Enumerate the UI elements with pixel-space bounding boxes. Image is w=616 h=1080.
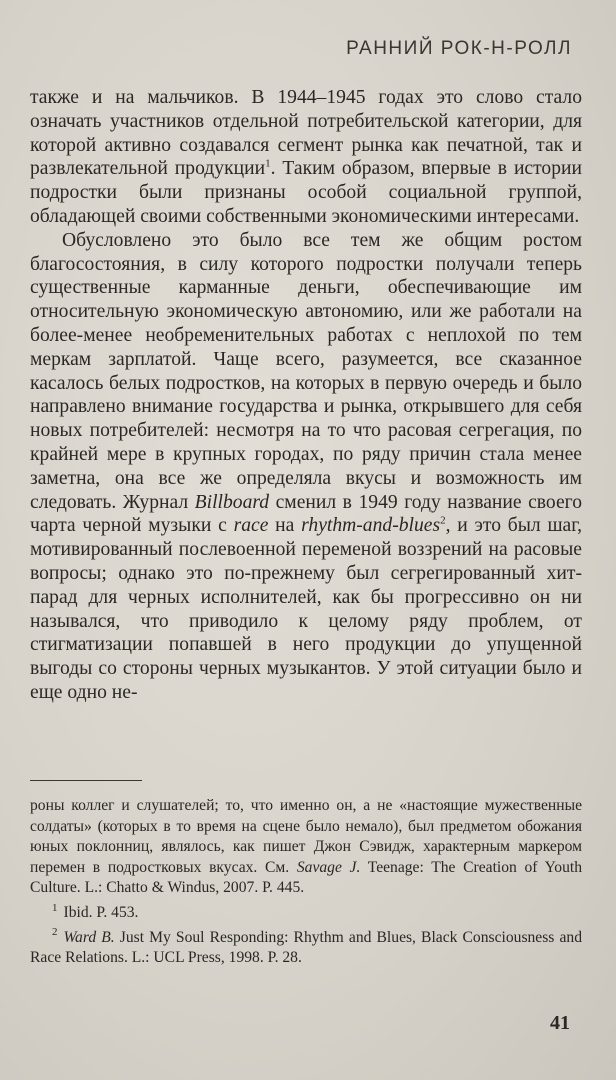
paragraph-2-text-d: , и это был шаг, мотивированный послевоенной переменой воззрений на расовые вопросы; однако это по-прежнему был сегрегированный хит-парад для черных исполнителей, как бы прогрессивно он ни назывался, что приводило к целому ряду проблем, от стигматизации попавшей в него продукции до упущенной выгоды со стороны черных музыкантов. У этой ситуации было и еще одно не- bbox=[30, 515, 582, 703]
paragraph-1 bbox=[30, 86, 582, 229]
italic-rhythm-and-blues: rhythm-and-blues bbox=[301, 515, 441, 537]
paragraph-2-text-c: на bbox=[268, 515, 302, 537]
paragraph-1-text: также и на мальчиков. В 1944–1945 годах это слово стало означать участников отдельной потребительской категории, для которой активно создавался сегмент рынка как печатной, так и развлекательной продукции bbox=[30, 87, 582, 180]
footnote-2-author: Ward B. bbox=[63, 928, 115, 946]
footnote-rule bbox=[30, 780, 142, 781]
page-number: 41 bbox=[550, 1012, 570, 1034]
main-text bbox=[30, 86, 582, 705]
footnote-ref-2[interactable]: 2 bbox=[440, 514, 446, 527]
footnote-2-number: 2 bbox=[52, 926, 58, 939]
paragraph-2 bbox=[30, 229, 582, 705]
footnote-2-text: Just My Soul Responding: Rhythm and Blues, Black Consciousness and Race Relations. L.: UCL Press, 1998. P. 28. bbox=[30, 928, 582, 967]
running-head: РАННИЙ РОК-Н-РОЛЛ bbox=[346, 38, 572, 59]
footnotes bbox=[30, 796, 582, 969]
footnote-continuation-text-b: Teenage: The Creation of Youth Culture. L.: Chatto & Windus, 2007. P. 445. bbox=[30, 858, 583, 897]
paragraph-2-text-b: сменил в 1949 году название своего чарта черной музыки с bbox=[30, 491, 582, 537]
footnote-continuation-text-a: роны коллег и слушателей; то, что именно он, а не «настоящие мужественные солдаты» (которых в то время на сцене было немало), был предметом обожания юных поклонниц, являлось, как пишет Джон Сэвидж, характерным маркером перемен в подростковых вкусах. См. bbox=[30, 797, 582, 876]
paragraph-2-text-a: Обусловлено это было все тем же общим ростом благосостояния, в силу которого подростки получали теперь существенные карманные деньги, обеспечивающие им относительную экономическую автономию, или же работали на более-менее необременительных работах с неплохой по тем меркам зарплатой. Чаще всего, разумеется, все сказанное касалось белых подростков, на которых в первую очередь и было направлено внимание государства и рынка, открывшего для себя новых потребителей: несмотря на то что расовая сегрегация, по крайней мере в крупных городах, по ряду причин стала менее заметна, она все же определяла вкусы и возможность им следовать. Журнал bbox=[30, 229, 582, 513]
footnote-continuation-author: Savage J. bbox=[296, 858, 361, 876]
paragraph-1-text-end: . Таким образом, впервые в истории подростки были признаны особой социальной группой, обладающей своими собственными экономическими интересами. bbox=[30, 158, 582, 227]
italic-race: race bbox=[233, 515, 269, 537]
footnote-1-text: Ibid. P. 453. bbox=[63, 903, 139, 921]
footnote-1-number: 1 bbox=[52, 901, 58, 914]
footnote-1 bbox=[30, 903, 582, 924]
footnote-ref-1[interactable]: 1 bbox=[265, 157, 271, 170]
footnote-continuation bbox=[30, 796, 582, 899]
footnote-2 bbox=[30, 928, 582, 969]
italic-billboard: Billboard bbox=[194, 491, 270, 513]
